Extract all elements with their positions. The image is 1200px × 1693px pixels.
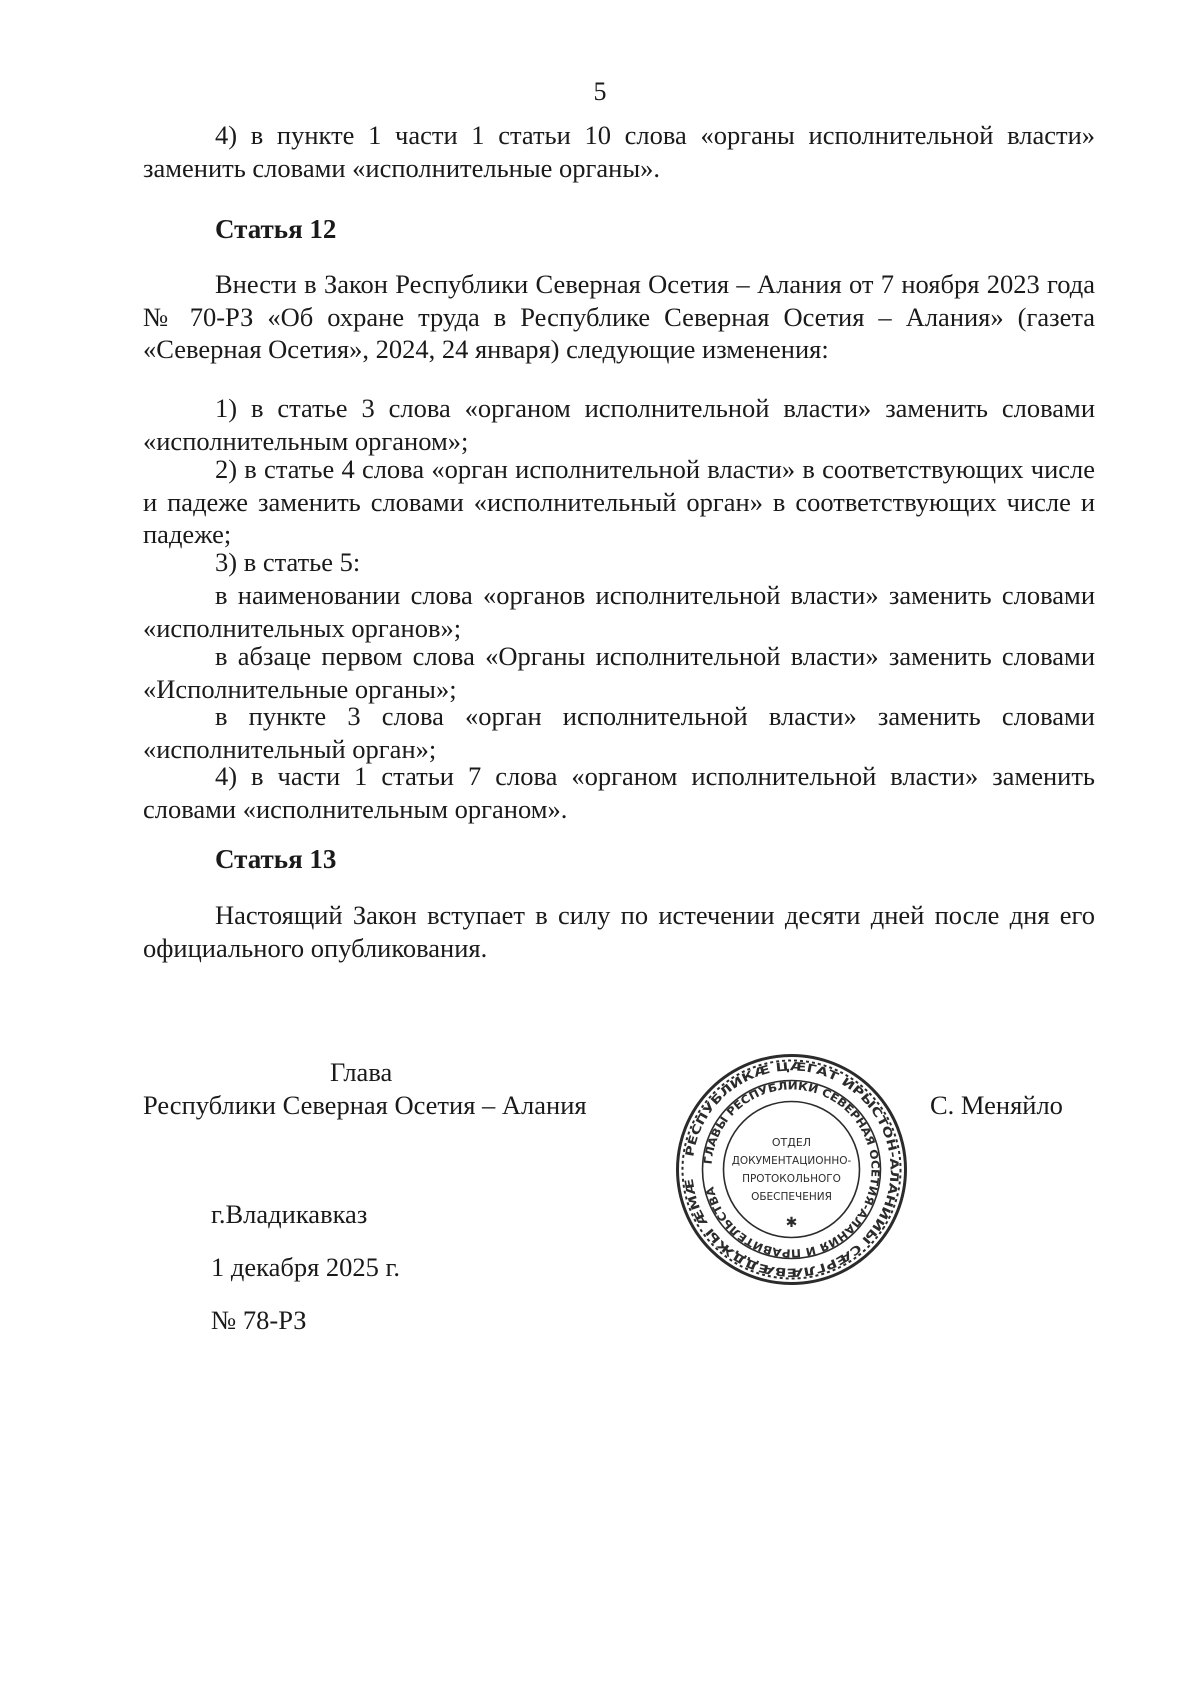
signature-title-line-1: Глава [330,1057,393,1087]
stamp-outer-text: РЕСПУБЛИКÆ ЦÆГАТ ИРЫСТОН-АЛАНИЙЫ СÆРГЛÆВÆДДЖЫ ÆМÆ [682,1059,902,1280]
article-12-paragraph-1: Внести в Закон Республики Северная Осетия – Алания от 7 ноября 2023 года № 70-РЗ «Об охране труда в Республике Северная Осетия – Алания» (газета «Северная Осетия», 2024, 24 января) следующие изменения: [143,269,1095,365]
article-12-paragraph-8: 4) в части 1 статьи 7 слова «органом исполнительной власти» заменить словами «исполнительным органом». [143,761,1095,824]
official-seal-stamp [674,1052,909,1287]
stamp-center-line-2: ДОКУМЕНТАЦИОННО- [731,1155,852,1167]
article-12-paragraph-4: 3) в статье 5: [215,547,361,577]
stamp-center-line-3: ПРОТОКОЛЬНОГО [742,1173,841,1185]
footer-date: 1 декабря 2025 г. [211,1252,401,1282]
law-number: № 78-РЗ [211,1305,307,1335]
article-13-paragraph: Настоящий Закон вступает в силу по истечении десяти дней после дня его официального опубликования. [143,900,1095,963]
article-12-paragraph-2: 1) в статье 3 слова «органом исполнительной власти» заменить словами «исполнительным органом»; [143,393,1095,456]
intro-paragraph: 4) в пункте 1 части 1 статьи 10 слова «органы исполнительной власти» заменить словами «исполнительные органы». [143,120,1095,183]
stamp-center-line-1: ОТДЕЛ [771,1136,812,1149]
star-icon: ✱ [785,1215,798,1231]
page-number: 5 [593,77,607,106]
signature-title-line-2: Республики Северная Осетия – Алания [143,1090,587,1120]
signatory-name: С. Меняйло [930,1090,1063,1120]
article-12-paragraph-5: в наименовании слова «органов исполнительной власти» заменить словами «исполнительных органов»; [143,580,1095,643]
stamp-center-line-4: ОБЕСПЕЧЕНИЯ [751,1191,832,1203]
article-12-paragraph-6: в абзаце первом слова «Органы исполнительной власти» заменить словами «Исполнительные органы»; [143,641,1095,704]
article-12-heading: Статья 12 [215,214,337,244]
article-12-paragraph-3: 2) в статье 4 слова «орган исполнительной власти» в соответствующих числе и падеже заменить словами «исполнительный орган» в соответствующих числе и падеже; [143,454,1095,550]
article-12-paragraph-7: в пункте 3 слова «орган исполнительной власти» заменить словами «исполнительный орган»; [143,701,1095,764]
footer-city: г.Владикавказ [211,1199,368,1229]
stamp-middle-text: ГЛАВЫ РЕСПУБЛИКИ СЕВЕРНАЯ ОСЕТИЯ-АЛАНИЯ И ПРАВИТЕЛЬСТВА [701,1079,882,1260]
article-13-heading: Статья 13 [215,844,337,874]
